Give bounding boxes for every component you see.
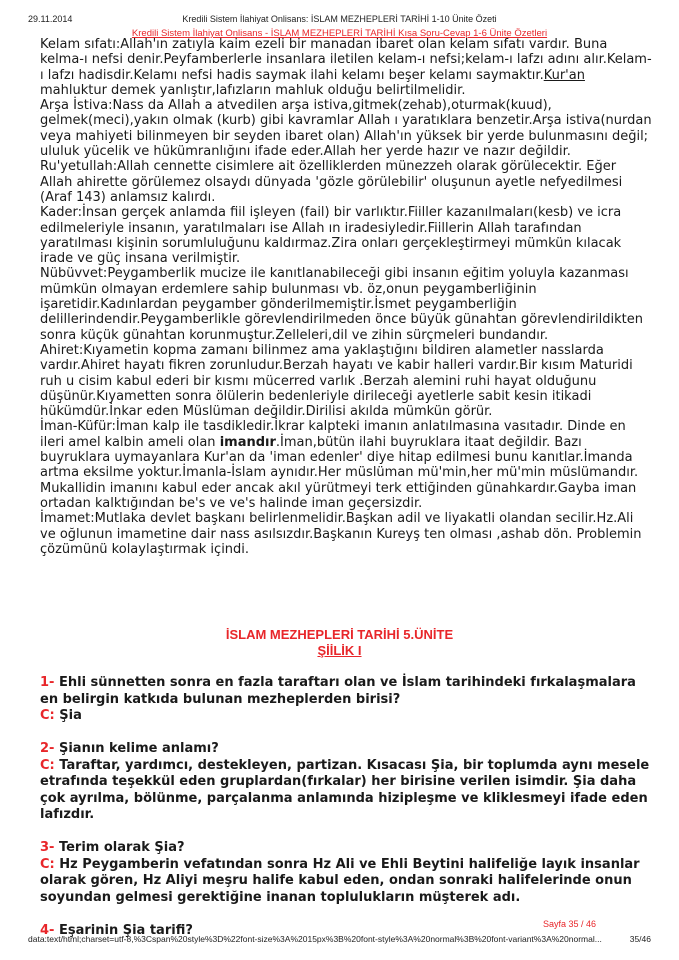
question: 4- Eşarinin Şia tarifi? bbox=[40, 922, 193, 938]
page-number: Sayfa 35 / 46 bbox=[543, 919, 597, 929]
answer-label: C: bbox=[40, 708, 55, 723]
document-title: Kredili Sistem İlahiyat Onlisans: İSLAM MEZHEPLERİ TARİHİ 1-10 Ünite Özeti bbox=[182, 14, 497, 24]
footer-url: data:text/html;charset=utf-8,%3Cspan%20style%3D%22font-size%3A%2015px%3B%20font-style%3A%20normal%3B%20font-variant%3A%20normal... bbox=[28, 934, 602, 944]
section-heading bbox=[0, 627, 679, 659]
print-date: 29.11.2014 bbox=[28, 14, 73, 24]
paragraph-arsa-istiva: Arşa İstiva:Nass da Allah a atvedilen arşa istiva,gitmek(zehab),oturmak(kuud), gelmek(meci),yakın olmak (kurb) gibi kavramlar Allah ı yaratıklara benzetir.Arşa istiva(nurdan veya mahiyeti bilinmeyen bir seyden ibaret olan) Allah'ın yüksek bir yerde bulunmasını değil; ululuk yücelik ve hükümranlığını ifade eder.Allah her yerde hazır ve nazır değildir. bbox=[40, 98, 652, 160]
paragraph-ruyetullah: Ru'yetullah:Allah cennette cisimlere ait özelliklerden münezzeh olarak görülecektir. Eğer Allah ahirette görülemez olsaydı dünyada 'gözle görülebilir' oluşunun ayetle nefyedilmesi (Araf 143) anlamsız kalırdı. bbox=[40, 159, 623, 205]
answer: C: Şia bbox=[40, 708, 82, 723]
answer: C: Taraftar, yardımcı, destekleyen, partizan. Kısacası Şia, bir toplumda aynı mesele etrafında teşekkül eden gruplardan(fırkalar) her birisine verilen isimdir. Şia daha çok ayrılma, bölünme, parçalanma anlamında hizipleşme ve kliklesmeyi ifade eden lafızdır. bbox=[40, 757, 650, 822]
question: 2- Şianın kelime anlamı? bbox=[40, 741, 219, 756]
qa-item bbox=[40, 840, 652, 906]
answer-label: C: bbox=[40, 757, 55, 773]
answer: C: Hz Peygamberin vefatından sonra Hz Ali ve Ehli Beytini halifeliğe layık insanlar olarak gören, Hz Aliyi meşru halife kabul eden, ondan sonraki halifelerinde onun soyundan gelmesi gerektiğine inanan toplulukların müşterek adı. bbox=[40, 856, 640, 905]
question-number: 3- bbox=[40, 840, 55, 855]
paragraph-imamet: İmamet:Mutlaka devlet başkanı belirlenmelidir.Başkan adil ve liyakatli olandan secilir.Hz.Ali ve oğlunun imametine dair nass asılsızdır.Başkanın Kureyş ten olması ,ashab dön. Problemin çözümünü kolaylaştırmak içindi. bbox=[40, 511, 642, 557]
paragraph-kelam: Kelam sıfatı:Allah'ın zatıyla kaim ezeli bir manadan ibaret olan kelam sıfatı vardır. Buna kelma-ı nefsi denir.Peyfamberlerle insanlara iletilen kelam-ı nefsi;kelam-ı lafzı adını alır.Kelam-ı lafzı hadisdir.Kelamı nefsi hadis saymak ilahi kelamı beşer kelamı saymaktır.Kur'an mahluktur demek yanlıştır,lafızların mahluk olduğu belirtilmelidir. bbox=[40, 37, 652, 98]
question-number: 2- bbox=[40, 741, 55, 756]
paragraph-kader: Kader:İnsan gerçek anlamda fiil işleyen (fail) bir varlıktır.Fiiller kazanılmaları(kesb) ve icra edilmeleriyle insanın, yaratılmaları ise Allah ın iradesiyledir.Fiillerin Allah tarafından yaratılması kişinin sorumluluğunu kaldırmaz.Zira onları gerçekleştirmeyi mümkün kılacak irade ve güç insana verilmiştir. bbox=[40, 205, 622, 267]
qa-item bbox=[40, 675, 652, 725]
qa-list bbox=[40, 675, 652, 956]
section-title: İSLAM MEZHEPLERİ TARİHİ 5.ÜNİTE bbox=[225, 627, 454, 642]
question-number: 1- bbox=[40, 675, 55, 690]
answer-label: C: bbox=[40, 856, 55, 872]
header-link[interactable]: Kredili Sistem İlahiyat Onlisans - İSLAM MEZHEPLERİ TARİHİ Kısa Soru-Cevap 1-6 Ünite Özetleri bbox=[131, 28, 548, 39]
qa-item bbox=[40, 741, 652, 824]
body-text bbox=[40, 37, 652, 557]
paragraph-iman-kufur: İman-Küfür:İman kalp ile tasdikledir.İkrar kalpteki imanın anlatılmasına vasıtadır. Dinde en ileri amel kalbin ameli olan imandır.İman,bütün ilahi buyruklara itaat değildir. Bazı buyruklara uymayanlara Kur'an da 'iman edenler' diye hitap edilmesi bunu kanıtlar.İmanda artma eksilme yoktur.İmanla-İslam aynıdır.Her müslüman mü'min,her mü'min müslümandır. Mukallidin imanını kabul eder ancak akıl yürütmeyi terk ettiğinden günahkardır.Gayba iman ortadan kalktığından be's ve ve's halinde iman geçersizdir. bbox=[40, 419, 639, 511]
section-subtitle: ŞİİLİK I bbox=[317, 643, 362, 658]
footer-page-count: 35/46 bbox=[629, 934, 651, 944]
iman-bold: imandır bbox=[219, 434, 276, 450]
paragraph-nubuvvet: Nübüvvet:Peygamberlik mucize ile kanıtlanabileceği gibi insanın eğitim yoluyla kazanması mümkün olmayan erdemlere sahip bulunması vb. öz,onun peygamberliğinin işaretidir.Kadınlardan peygamber gönderilmemiştir.İsmet peygamberliğin delillerindendir.Peygamberlikle görevlendirilmeden önce büyük günahtan görevlendirildikten sonra küçük günahtan korunmuştur.Zelleleri,dil ve zihin sürçmeleri bundandır. bbox=[40, 266, 643, 343]
question: 1- Ehli sünnetten sonra en fazla taraftarı olan ve İslam tarihindeki fırkalaşmalara en belirgin katkıda bulunan mezheplerden birisi? bbox=[40, 675, 636, 707]
question: 3- Terim olarak Şia? bbox=[40, 840, 185, 855]
kuran-link[interactable]: Kur'an bbox=[543, 67, 585, 83]
question-number: 4- bbox=[40, 922, 55, 938]
paragraph-ahiret: Ahiret:Kıyametin kopma zamanı bilinmez ama yaklaştığını bildiren alametler nasslarda vardır.Ahiret hayatı fikren zorunludur.Berzah hayatı ve kabir halleri vardır.Bir kısım Maturidi ruh u cisim kabul ederi bir kısmı mücerred varlık .Berzah alemini ruhi hayat olduğunu düşünür.Kıyametten sonra ölülerin bedenleriyle dirileceği ayetlerle sabit kesin itikadi hükümdür.İnkar eden Müslüman değildir.Dirilisi akılda mümkün görür. bbox=[40, 342, 633, 420]
